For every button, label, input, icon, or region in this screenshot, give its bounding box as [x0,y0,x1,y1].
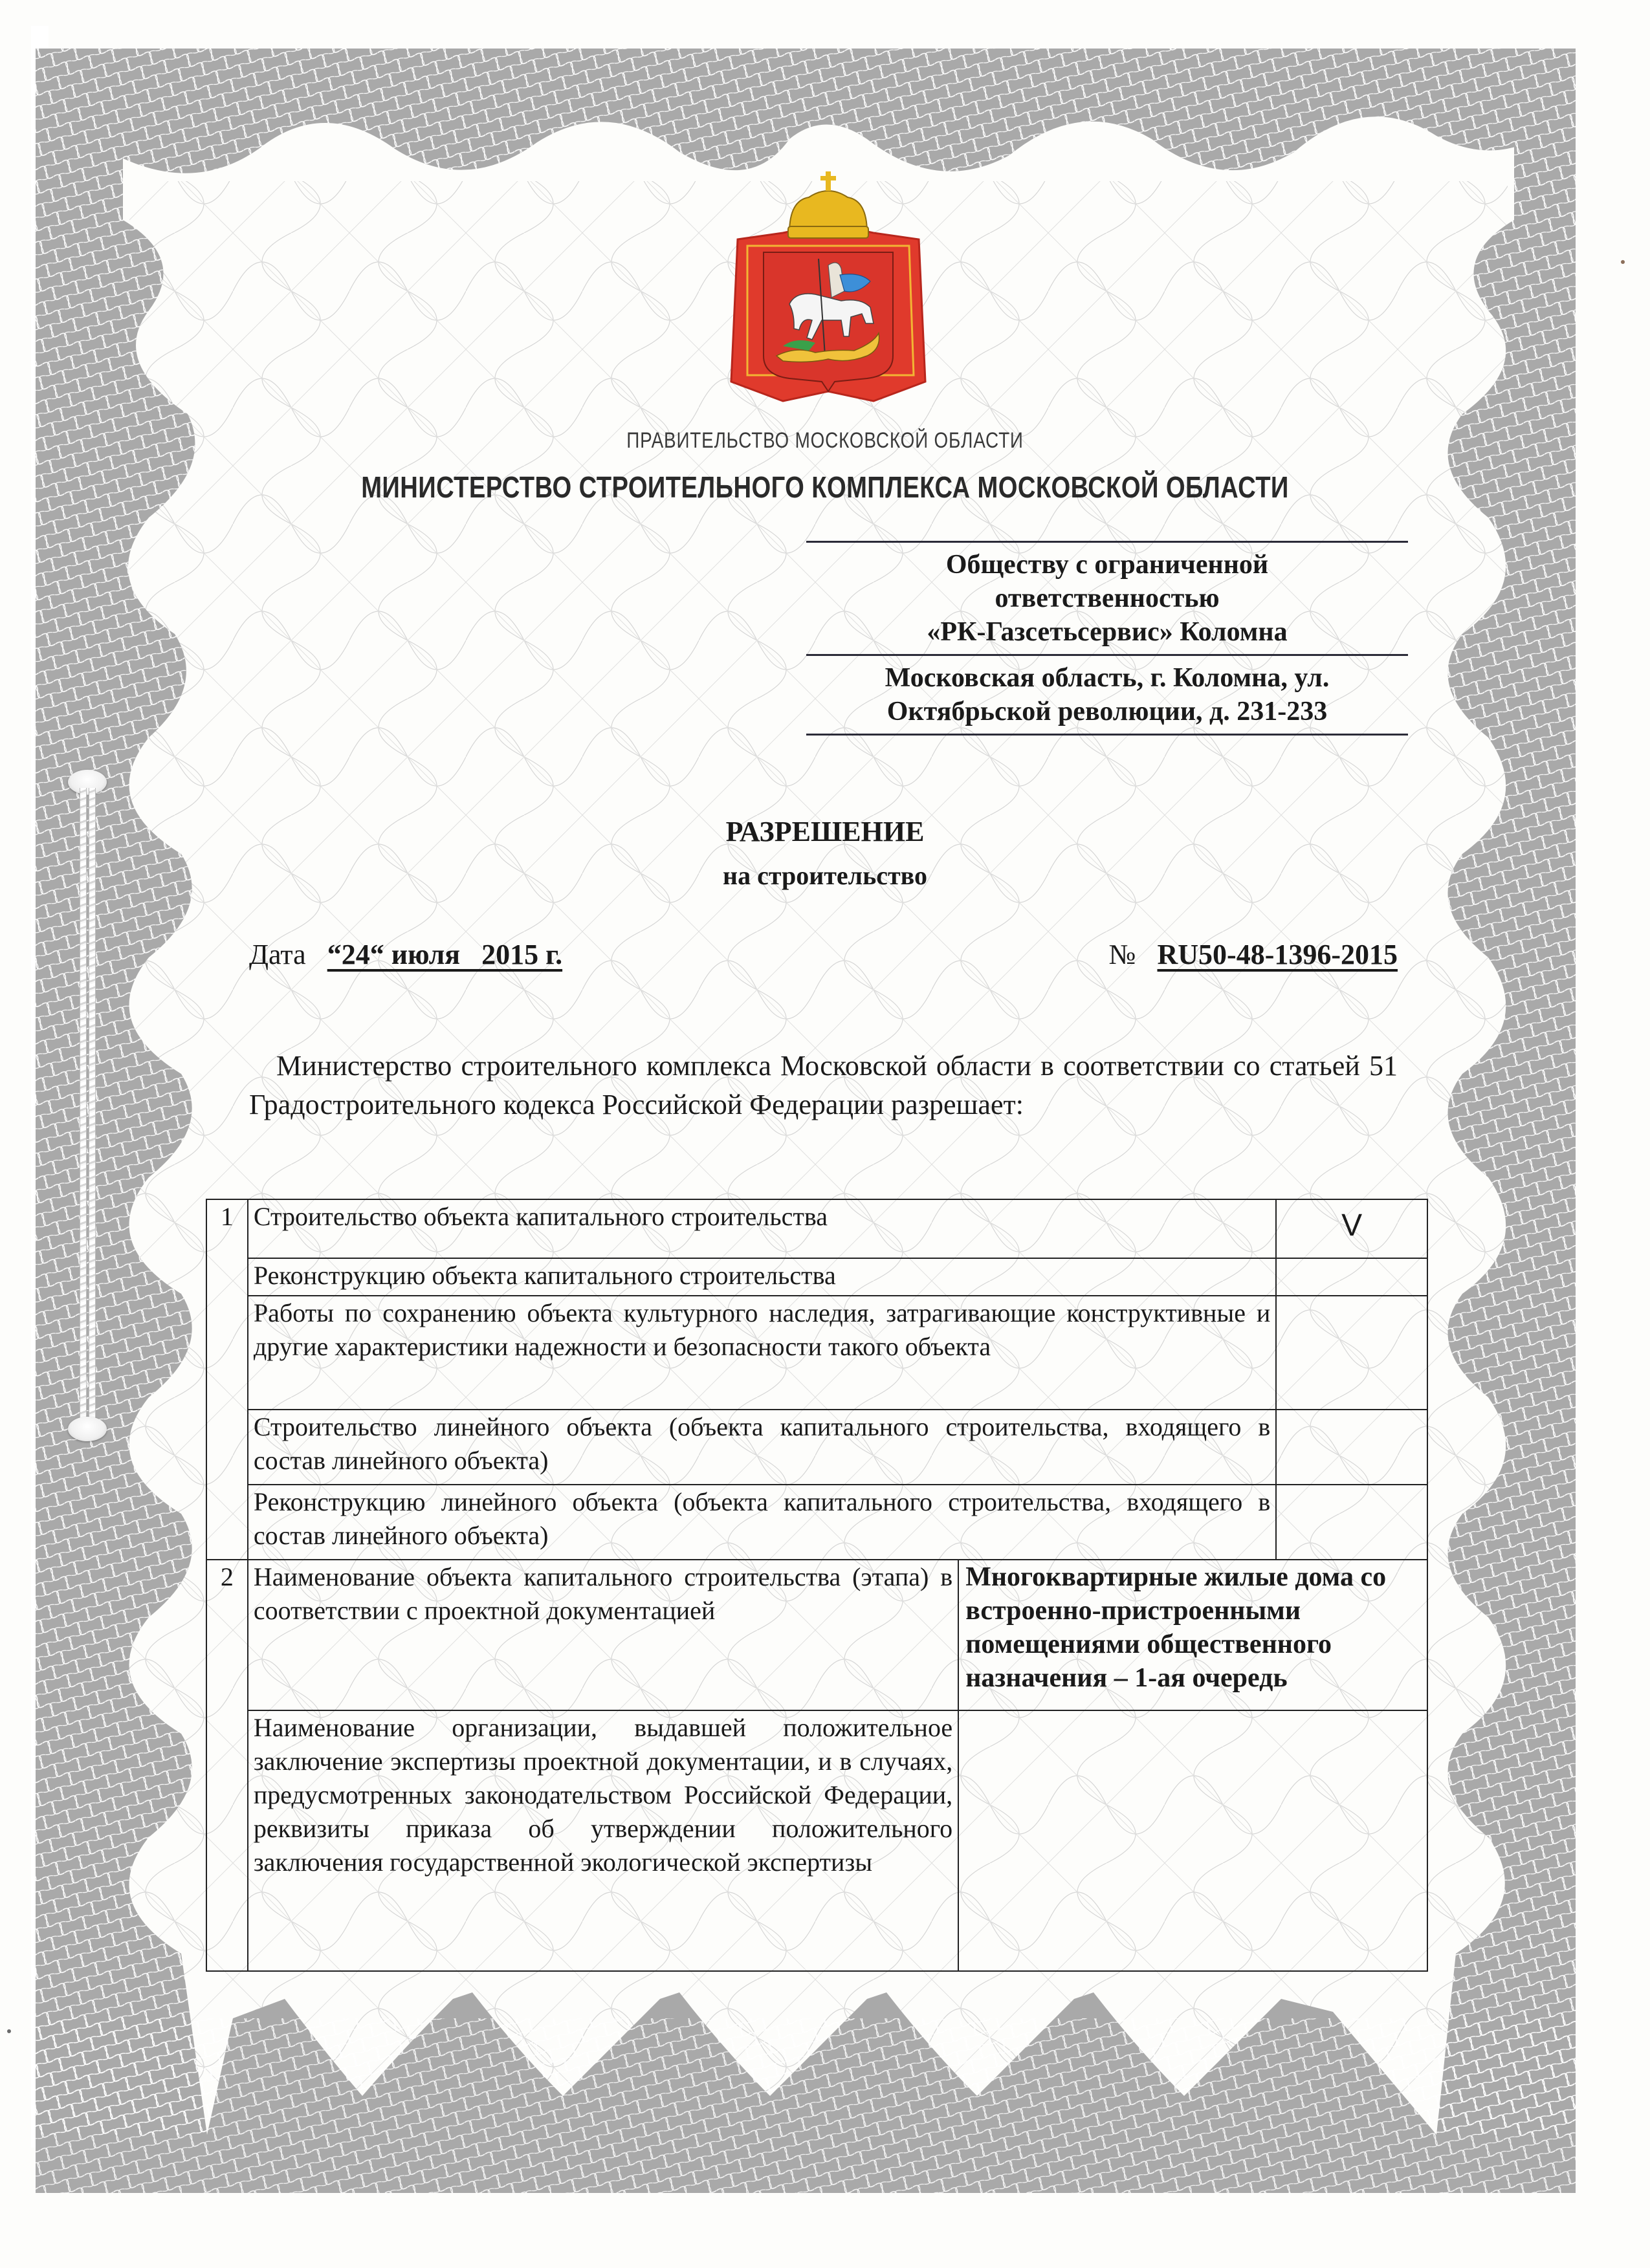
section-number: 2 [206,1560,248,1971]
table-row [206,1710,1427,1971]
grommet-top-icon [68,770,107,794]
option-checkmark [1276,1258,1427,1296]
table-row [206,1410,1427,1485]
field-label: Наименование объекта капитального строительства (этапа) в соответствии с проектной документацией [248,1560,958,1710]
table-row [206,1560,1427,1710]
divider [806,734,1408,736]
section-number: 1 [206,1199,248,1560]
permit-number: RU50-48-1396-2015 [1157,939,1398,970]
expertise-org-value [958,1710,1427,1971]
government-title: ПРАВИТЕЛЬСТВО МОСКОВСКОЙ ОБЛАСТИ [626,428,1024,453]
addressee-org: Обществу с ограниченной ответственностью «РК-Газсетьсервис» Коломна [927,550,1288,647]
table-row [206,1199,1427,1258]
date-value: “24“ июля 2015 г. [327,939,563,970]
number-label: № [1108,939,1136,970]
date-number-row [249,938,1398,977]
date-label: Дата [249,939,306,970]
document-subtitle: на строительство [723,861,927,890]
option-label: Строительство объекта капитального строительства [248,1199,1276,1258]
coat-of-arms-icon [712,162,945,414]
option-label: Строительство линейного объекта (объекта капитального строительства, входящего в состав линейного объекта) [248,1410,1276,1485]
addressee-block [806,541,1408,736]
permit-number-field [1109,938,1398,971]
document-title: РАЗРЕШЕНИЕ [725,816,925,847]
intro-paragraph: Министерство строительного комплекса Московской области в соответствии со статьей 51 Градостроительного кодекса Российской Федерации разрешает: [249,1050,1398,1120]
option-checkmark [1276,1485,1427,1560]
permit-table [206,1199,1428,1972]
option-checkmark: V [1276,1199,1427,1258]
date-field [249,938,562,971]
field-label: Наименование организации, выдавшей положительное заключение экспертизы проектной документации, и в случаях, предусмотренных законодательством Российской Федерации, реквизиты приказа об утверждении положительного заключения государственной экологической экспертизы [248,1710,958,1971]
option-checkmark [1276,1296,1427,1410]
option-label: Реконструкцию линейного объекта (объекта капитального строительства, входящего в состав линейного объекта) [248,1485,1276,1560]
option-checkmark [1276,1410,1427,1485]
option-label: Реконструкцию объекта капитального строительства [248,1258,1276,1296]
grommet-bottom-icon [68,1417,107,1441]
table-row [206,1485,1427,1560]
object-name-value: Многоквартирные жилые дома со встроенно-пристроенными помещениями общественного назначения – 1-ая очередь [958,1560,1427,1710]
option-label: Работы по сохранению объекта культурного наследия, затрагивающие конструктивные и другие характеристики надежности и безопасности такого объекта [248,1296,1276,1410]
addressee-address: Московская область, г. Коломна, ул. Октябрьской революции, д. 231-233 [885,663,1330,726]
table-row [206,1296,1427,1410]
table-row [206,1258,1427,1296]
ministry-title: МИНИСТЕРСТВО СТРОИТЕЛЬНОГО КОМПЛЕКСА МОСКОВСКОЙ ОБЛАСТИ [361,470,1289,504]
